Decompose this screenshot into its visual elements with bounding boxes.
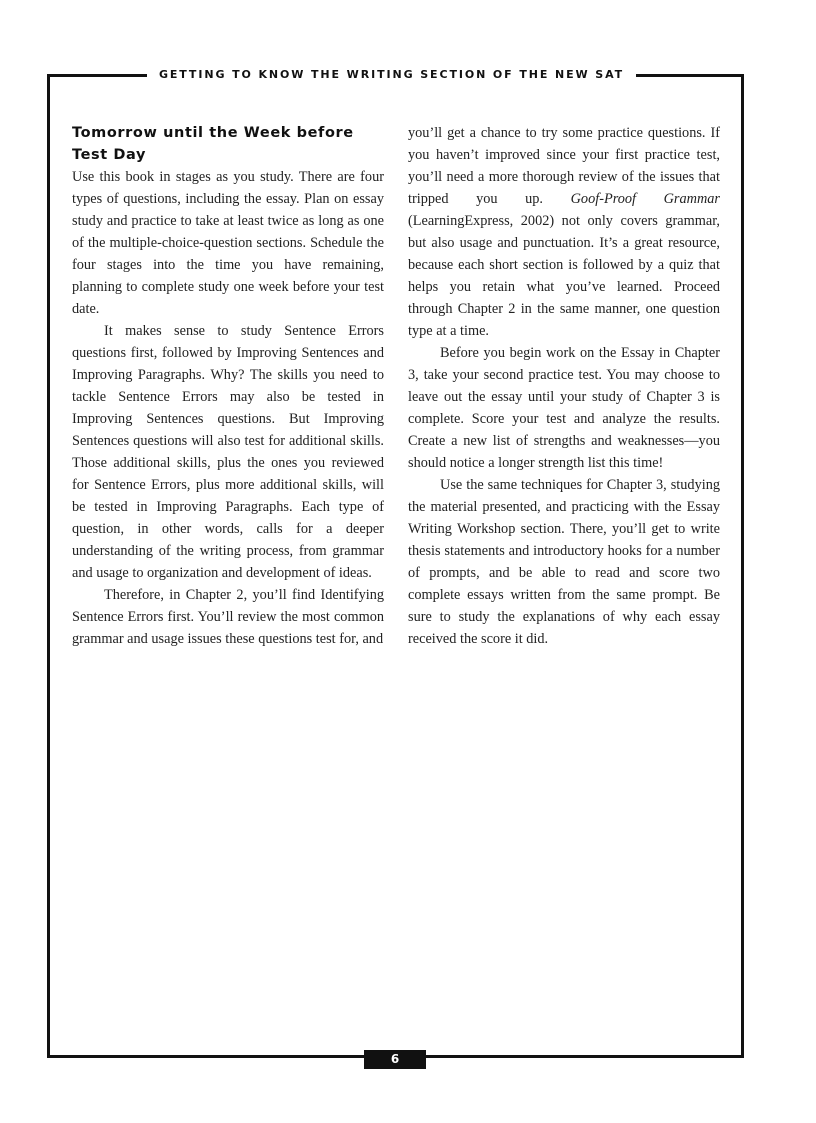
running-head: GETTING TO KNOW THE WRITING SECTION OF THE NEW SAT [158, 68, 625, 81]
paragraph: It makes sense to study Sentence Errors questions first, followed by Improving Sentences and Improving Paragraphs. Why? The skills you need to tackle Sentence Errors may also be tested in Improving Sentences questions. But Improving Sentences questions will also test for additional skills. Those additional skills, plus the ones you reviewed for Sentence Errors, plus more additional skills, will be tested in Improving Paragraphs. Each type of question, in other words, calls for a deeper understanding of the writing process, from grammar and usage to organization and development of ideas. [72, 323, 384, 581]
paragraph: Before you begin work on the Essay in Chapter 3, take your second practice test. You may choose to leave out the essay until your study of Chapter 3 is complete. Score your test and analyze the results. Create a new list of strengths and weaknesses—you should notice a longer strength list this time! [408, 345, 720, 471]
paragraph: Use this book in stages as you study. There are four types of questions, including the essay. Plan on essay study and practice to take at least twice as long as one of the multiple-choice-question sections. Schedule the four stages into the time you have remaining, planning to complete study one week before your test date. [72, 169, 384, 317]
paragraph: Use the same techniques for Chapter 3, studying the material presented, and practicing with the Essay Writing Workshop section. There, you’ll get to write thesis statements and introductory hooks for a number of prompts, and be able to read and score two complete essays written from the same prompt. Be sure to study the explanations of why each essay received the score it did. [408, 477, 720, 647]
right-column [408, 122, 720, 650]
header-rule-left [47, 74, 147, 77]
paragraph-text: (LearningExpress, 2002) not only covers grammar, but also usage and punctuation. It’s a great resource, because each short section is followed by a quiz that helps you retain what you’ve learned. Proceed through Chapter 2 in the same manner, one question type at a time. [408, 213, 720, 339]
paragraph-text: you’ll get a chance to try some practice questions. If you haven’t improved since your first practice test, you’ll need a more thorough review of the issues that tripped you up. [408, 125, 720, 207]
book-title: Goof-Proof Grammar [570, 191, 720, 207]
header-rule-right [636, 74, 744, 77]
paragraph: Therefore, in Chapter 2, you’ll find Identifying Sentence Errors first. You’ll review the most common grammar and usage issues these questions test for, and [72, 587, 384, 647]
left-column [72, 122, 384, 650]
paragraph [408, 122, 720, 342]
section-heading: Tomorrow until the Week before Test Day [72, 125, 354, 163]
page-number: 6 [364, 1050, 426, 1069]
